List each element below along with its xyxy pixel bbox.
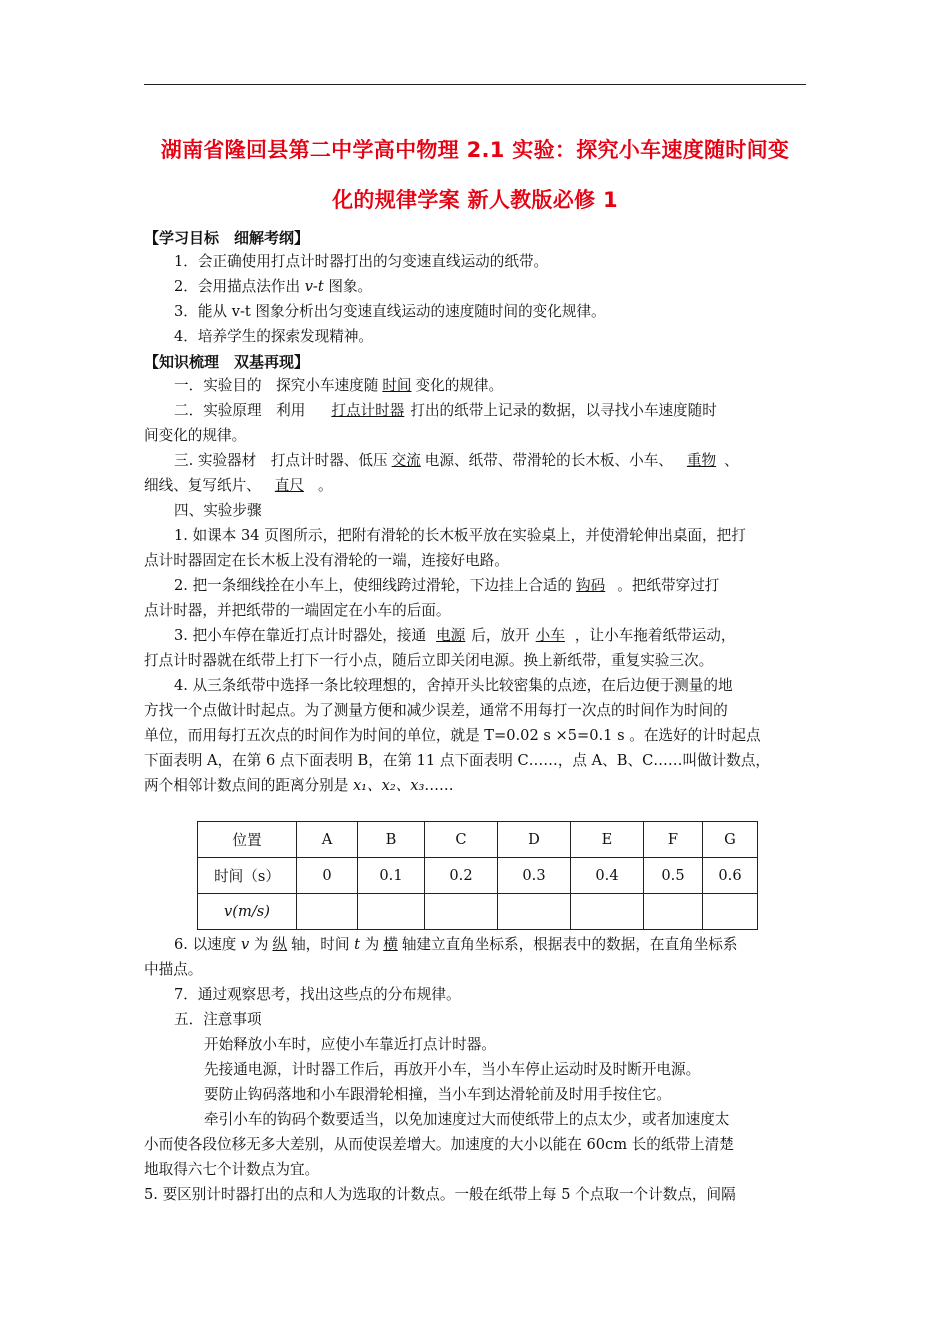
step-6-line-b: 中描点。 xyxy=(144,961,203,978)
table-cell: 0.5 xyxy=(644,858,703,894)
title-line-2: 化的规律学案 新人教版必修 1 xyxy=(332,188,618,212)
note-4-line-b: 小而使各段位移无多大差别，从而使误差增大。加速度的大小以能在 60cm 长的纸带上清楚 xyxy=(144,1136,734,1153)
step-2-line-b: 点计时器，并把纸带的一端固定在小车的后面。 xyxy=(144,602,451,619)
blank-answer: 时间 xyxy=(382,377,412,394)
table-cell: E xyxy=(571,822,644,858)
table-cell: D xyxy=(498,822,571,858)
table-cell: F xyxy=(644,822,703,858)
table-row xyxy=(198,894,758,930)
row-label: 时间（s） xyxy=(198,858,297,894)
blank-answer: 小车 xyxy=(535,627,565,644)
step-6-line-a: 6. 以速度 v 为 纵 轴，时间 t 为 横 轴建立直角坐标系，根据表中的数据，在直角坐标系 xyxy=(174,936,738,953)
blank-answer: 钩码 xyxy=(576,577,606,594)
table-cell-empty xyxy=(644,894,703,930)
step-7: 7．通过观察思考，找出这些点的分布规律。 xyxy=(174,986,461,1003)
table-cell: C xyxy=(425,822,498,858)
step-3-line-b: 打点计时器就在纸带上打下一行小点，随后立即关闭电源。换上新纸带，重复实验三次。 xyxy=(144,652,714,669)
note-1: 开始释放小车时，应使小车靠近打点计时器。 xyxy=(204,1036,496,1053)
note-2: 先接通电源，计时器工作后，再放开小车，当小车停止运动时及时断开电源。 xyxy=(204,1061,701,1078)
table-cell-empty xyxy=(425,894,498,930)
goal-item-4: 4．培养学生的探索发现精神。 xyxy=(174,328,374,345)
steps-heading: 四、实验步骤 xyxy=(174,502,262,519)
step-3-line-a: 3. 把小车停在靠近打点计时器处，接通 电源 后，放开 小车 ，让小车拖着纸带运动， xyxy=(174,627,736,644)
table-cell-empty xyxy=(703,894,758,930)
blank-answer: 直尺 xyxy=(274,477,304,494)
item-5: 5. 要区别计时器打出的点和人为选取的计数点。一般在纸带上每 5 个点取一个计数点，间隔 xyxy=(144,1186,736,1203)
experiment-principle: 二．实验原理 利用 打点计时器 打出的纸带上记录的数据，以寻找小车速度随时 xyxy=(174,402,717,419)
table-cell-empty xyxy=(358,894,425,930)
goal-item-1: 1．会正确使用打点计时器打出的匀变速直线运动的纸带。 xyxy=(174,253,549,270)
experiment-purpose: 一．实验目的 探究小车速度随 时间 变化的规律。 xyxy=(174,377,504,394)
table-cell-empty xyxy=(297,894,358,930)
step-4-line-d: 下面表明 A，在第 6 点下面表明 B，在第 11 点下面表明 C……，点 A、B、C……叫做计数点， xyxy=(144,752,771,769)
experiment-principle-cont: 间变化的规律。 xyxy=(144,427,247,444)
table-cell: A xyxy=(297,822,358,858)
blank-answer: 打点计时器 xyxy=(331,402,405,419)
position-time-table xyxy=(197,821,758,930)
step-2-line-a: 2. 把一条细线拴在小车上，使细线跨过滑轮，下边挂上合适的 钩码 。把纸带穿过打 xyxy=(174,577,720,594)
table-cell-empty xyxy=(498,894,571,930)
experiment-materials-cont: 细线、复写纸片、 直尺 。 xyxy=(144,477,333,494)
step-4-line-c: 单位，而用每打五次点的时间作为时间的单位，就是 T=0.02 s ×5=0.1 s 。在选好的计时起点 xyxy=(144,727,761,744)
goal-item-3: 3．能从 v-t 图象分析出匀变速直线运动的速度随时间的变化规律。 xyxy=(174,303,606,320)
table-cell: 0.6 xyxy=(703,858,758,894)
table-cell: 0.1 xyxy=(358,858,425,894)
row-label: 位置 xyxy=(198,822,297,858)
table-cell: B xyxy=(358,822,425,858)
step-4-line-e: 两个相邻计数点间的距离分别是 x₁、x₂、x₃…… xyxy=(144,777,454,794)
table-cell: 0.3 xyxy=(498,858,571,894)
blank-answer: 电源 xyxy=(436,627,466,644)
step-4-line-b: 方找一个点做计时起点。为了测量方便和减少误差，通常不用每打一次点的时间作为时间的 xyxy=(144,702,728,719)
table-cell-empty xyxy=(571,894,644,930)
heading-learning-goals: 【学习目标 细解考纲】 xyxy=(144,229,310,247)
heading-knowledge-review: 【知识梳理 双基再现】 xyxy=(144,353,310,371)
note-3: 要防止钩码落地和小车跟滑轮相撞，当小车到达滑轮前及时用手按住它。 xyxy=(204,1086,672,1103)
blank-answer: 横 xyxy=(383,936,398,953)
goal-item-2: 2．会用描点法作出 v-t 图象。 xyxy=(174,278,373,295)
step-1-line-a: 1. 如课本 34 页图所示，把附有滑轮的长木板平放在实验桌上，并使滑轮伸出桌面，把打 xyxy=(174,527,746,544)
table-cell: 0 xyxy=(297,858,358,894)
experiment-materials: 三. 实验器材 打点计时器、低压 交流 电源、纸带、带滑轮的长木板、小车、 重物 、 xyxy=(174,452,739,469)
blank-answer: 交流 xyxy=(391,452,421,469)
table-row xyxy=(198,822,758,858)
row-label: v(m/s) xyxy=(198,894,297,930)
note-4-line-a: 牵引小车的钩码个数要适当，以免加速度过大而使纸带上的点太少，或者加速度太 xyxy=(204,1111,730,1128)
note-4-line-c: 地取得六七个计数点为宜。 xyxy=(144,1161,320,1178)
blank-answer: 重物 xyxy=(686,452,717,469)
step-4-line-a: 4. 从三条纸带中选择一条比较理想的，舍掉开头比较密集的点迹，在后边便于测量的地 xyxy=(174,677,733,694)
table-cell: 0.2 xyxy=(425,858,498,894)
table-cell: 0.4 xyxy=(571,858,644,894)
blank-answer: 纵 xyxy=(272,936,288,953)
title-line-1: 湖南省隆回县第二中学高中物理 2.1 实验：探究小车速度随时间变 xyxy=(160,138,790,162)
header-rule xyxy=(144,84,806,85)
table-row xyxy=(198,858,758,894)
notes-heading: 五．注意事项 xyxy=(174,1011,262,1028)
table-cell: G xyxy=(703,822,758,858)
step-1-line-b: 点计时器固定在长木板上没有滑轮的一端，连接好电路。 xyxy=(144,552,509,569)
